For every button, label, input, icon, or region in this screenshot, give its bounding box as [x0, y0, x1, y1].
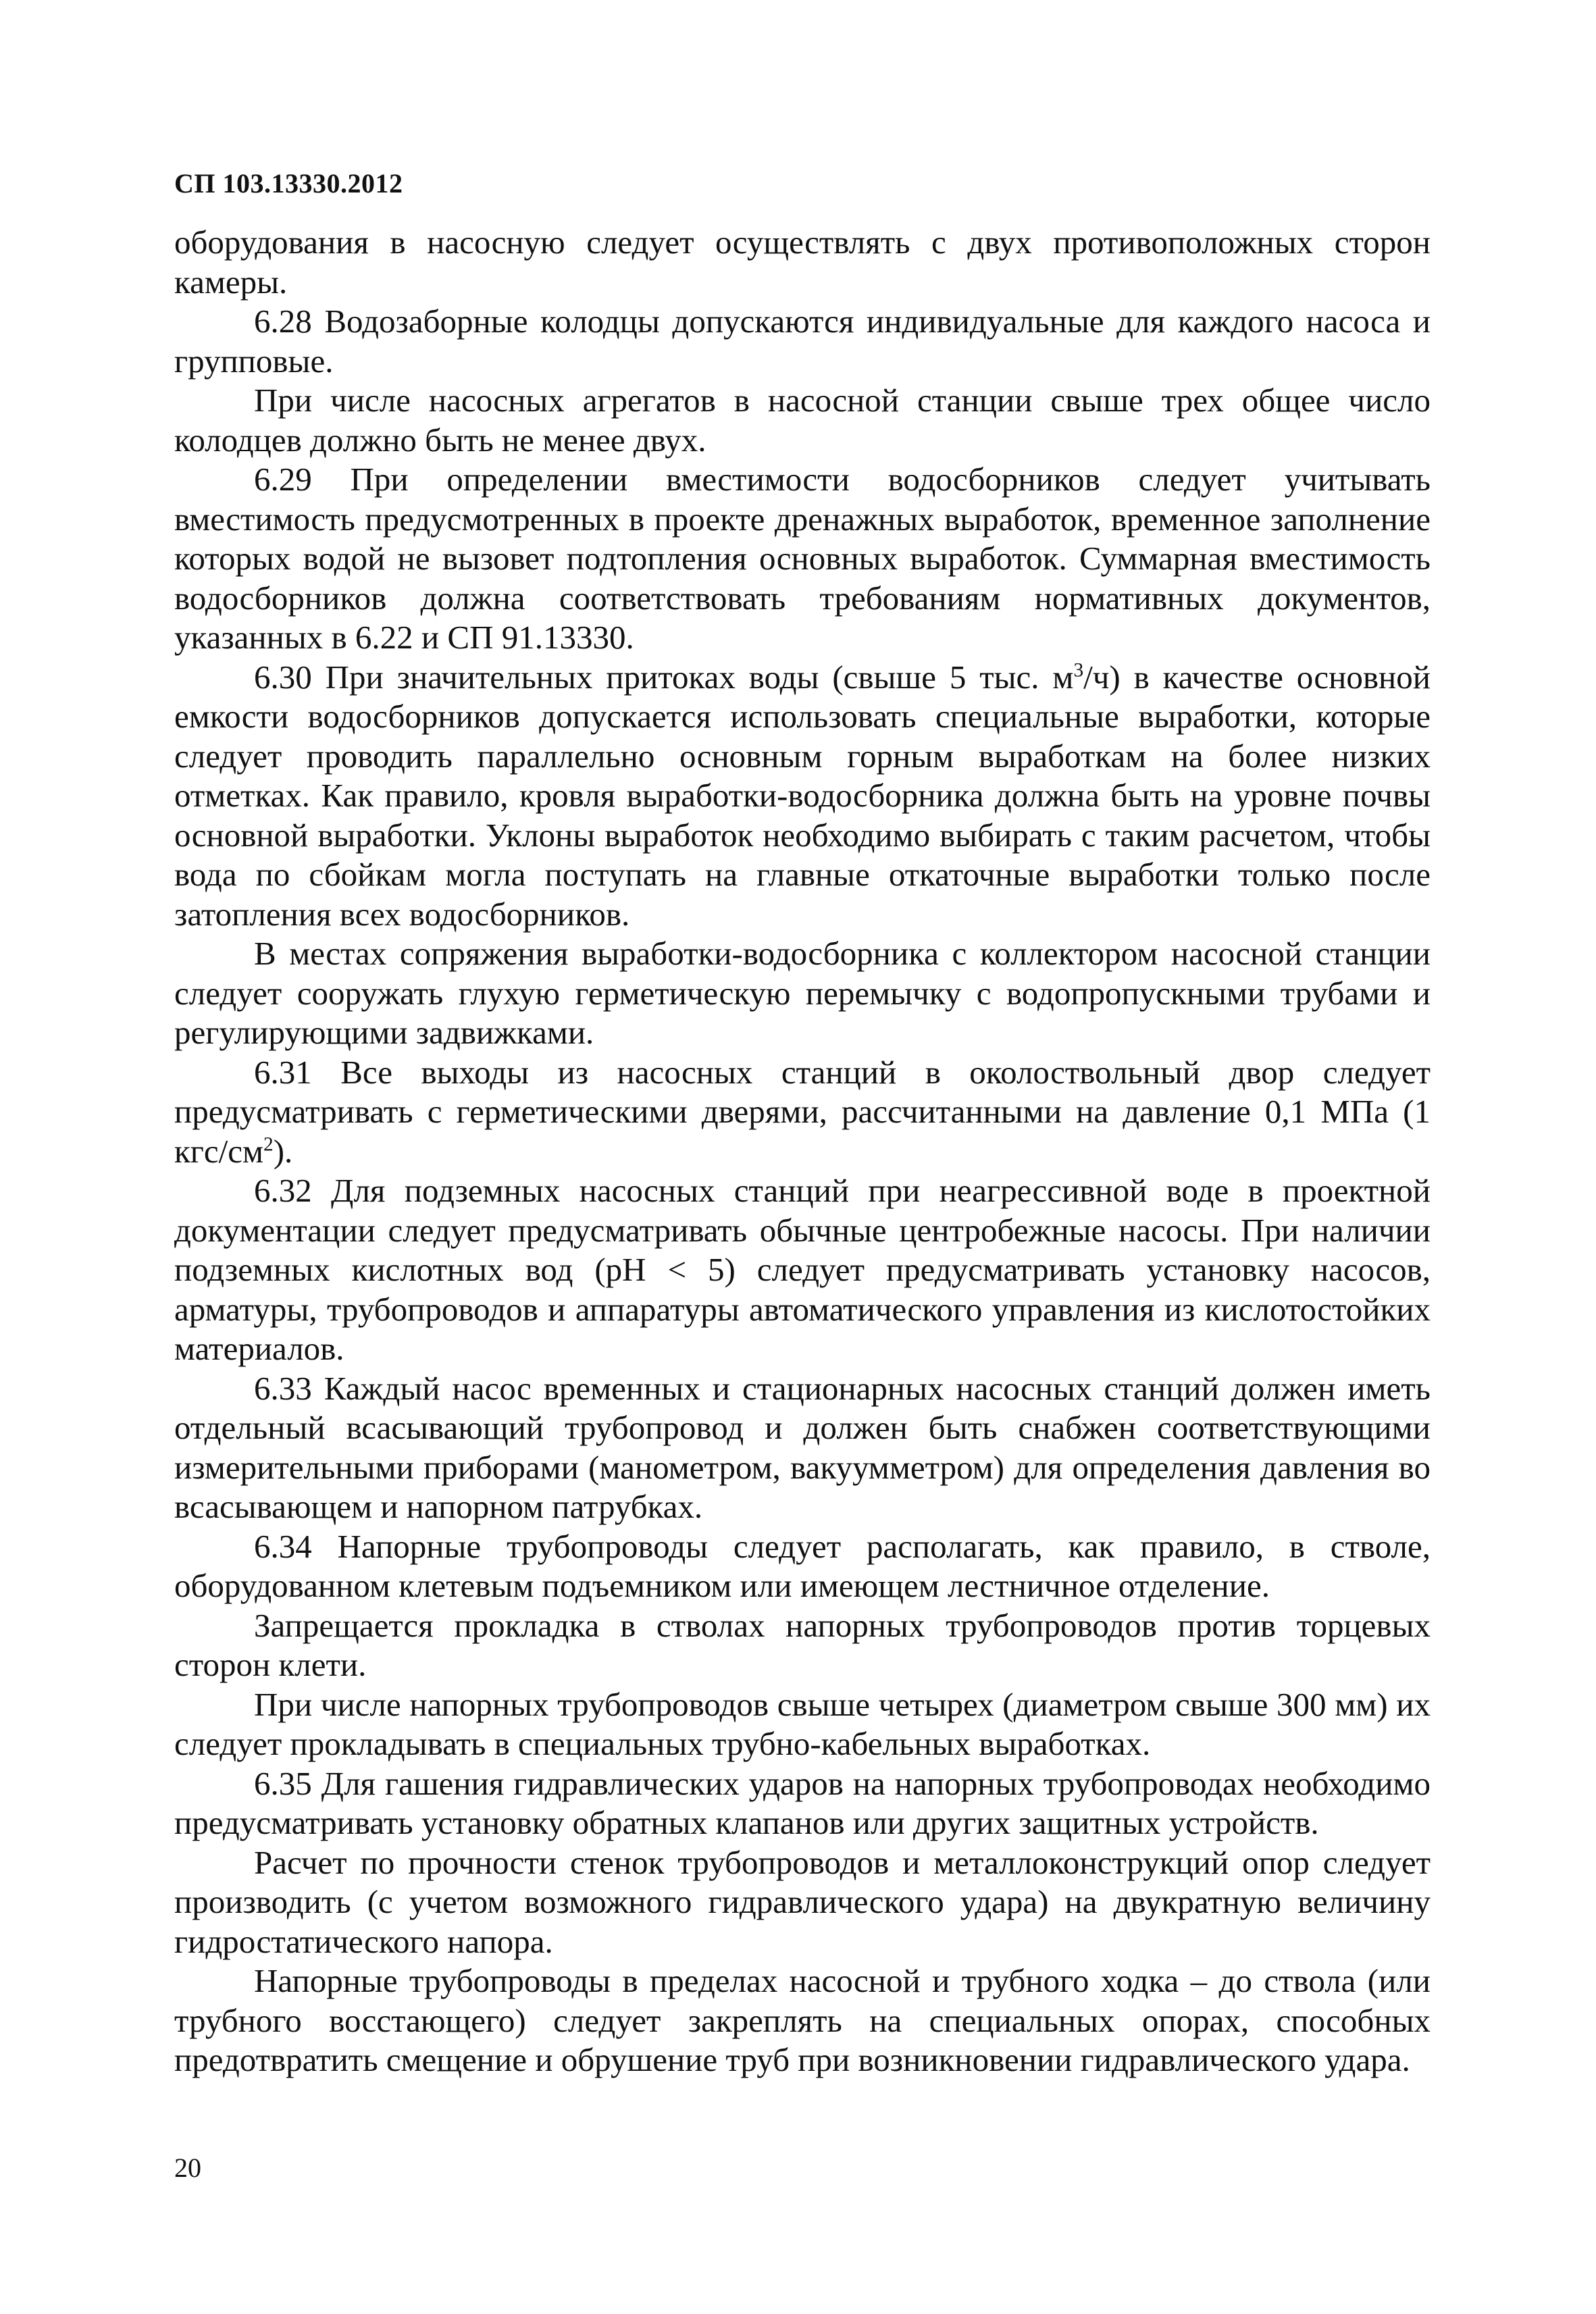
paragraph-6-30-part-2: /ч) в качестве основной емкости водосборников допускается использовать специальные выработки, которые следует проводить параллельно основным горным выработкам на более низких отметках. Как правило, кровля выработки-водосборника должна быть на уровне почвы основной выработки. Уклоны выработок необходимо выбирать с таким расчетом, чтобы вода по сбойкам могла поступать на главные откаточные выработки только после затопления всех водосборников.: [174, 658, 1431, 933]
paragraph-6-35: 6.35 Для гашения гидравлических ударов на напорных трубопроводах необходимо предусматривать установку обратных клапанов или других защитных устройств.: [174, 1764, 1431, 1841]
paragraph-6-30-part-1: 6.30 При значительных притоках воды (свыше 5 тыс. м: [254, 658, 1074, 696]
paragraph-continuation: оборудования в насосную следует осуществлять с двух противоположных сторон камеры.: [174, 224, 1431, 301]
paragraph-6-34: 6.34 Напорные трубопроводы следует располагать, как правило, в стволе, оборудованном клетевым подъемником или имеющем лестничное отделение.: [174, 1527, 1431, 1604]
paragraph-6-28: 6.28 Водозаборные колодцы допускаются индивидуальные для каждого насоса и групповые.: [174, 303, 1431, 380]
paragraph-6-31: [174, 1053, 1431, 1172]
paragraph-6-35-calculation: Расчет по прочности стенок трубопроводов и металлоконструкций опор следует производить (с учетом возможного гидравлического удара) на двукратную величину гидростатического напора.: [174, 1843, 1431, 1960]
paragraph-6-28-wells: При числе насосных агрегатов в насосной станции свыше трех общее число колодцев должно быть не менее двух.: [174, 382, 1431, 459]
paragraph-6-32: 6.32 Для подземных насосных станций при неагрессивной воде в проектной документации следует предусматривать обычные центробежные насосы. При наличии подземных кислотных вод (pH < 5) следует предусматривать установку насосов, арматуры, трубопроводов и аппаратуры автоматического управления из кислотостойких материалов.: [174, 1172, 1431, 1367]
paragraph-6-31-part-1: 6.31 Все выходы из насосных станций в околоствольный двор следует предусматривать с герметическими дверями, рассчитанными на давление 0,1 МПа (1 кгс/см: [174, 1053, 1431, 1170]
superscript-square: 2: [263, 1133, 274, 1156]
paragraph-6-34-pipelines: При числе напорных трубопроводов свыше четырех (диаметром свыше 300 мм) их следует прокладывать в специальных трубно-кабельных выработках.: [174, 1685, 1431, 1762]
page-number: 20: [174, 2153, 201, 2183]
paragraph-6-33: 6.33 Каждый насос временных и стационарных насосных станций должен иметь отдельный всасывающий трубопровод и должен быть снабжен соответствующими измерительными приборами (манометром, вакуумметром) для определения давления во всасывающем и напорном патрубках.: [174, 1369, 1431, 1525]
paragraph-6-34-prohibition: Запрещается прокладка в стволах напорных трубопроводов против торцевых сторон клети.: [174, 1606, 1431, 1683]
paragraph-6-35-supports: Напорные трубопроводы в пределах насосной и трубного ходка – до ствола (или трубного восстающего) следует закреплять на специальных опорах, способных предотвратить смещение и обрушение труб при возникновении гидравлического удара.: [174, 1962, 1431, 2078]
paragraph-6-30-junction: В местах сопряжения выработки-водосборника с коллектором насосной станции следует сооружать глухую герметическую перемычку с водопропускными трубами и регулирующими задвижками.: [174, 935, 1431, 1051]
paragraph-6-30: [174, 658, 1431, 935]
document-body: [174, 223, 1431, 2080]
superscript-cubic: 3: [1073, 659, 1084, 682]
document-code-header: СП 103.13330.2012: [174, 168, 403, 199]
paragraph-6-29: 6.29 При определении вместимости водосборников следует учитывать вместимость предусмотренных в проекте дренажных выработок, временное заполнение которых водой не вызовет подтопления основных выработок. Суммарная вместимость водосборников должна соответствовать требованиям нормативных документов, указанных в 6.22 и СП 91.13330.: [174, 461, 1431, 656]
paragraph-6-31-part-2: ).: [273, 1132, 293, 1170]
